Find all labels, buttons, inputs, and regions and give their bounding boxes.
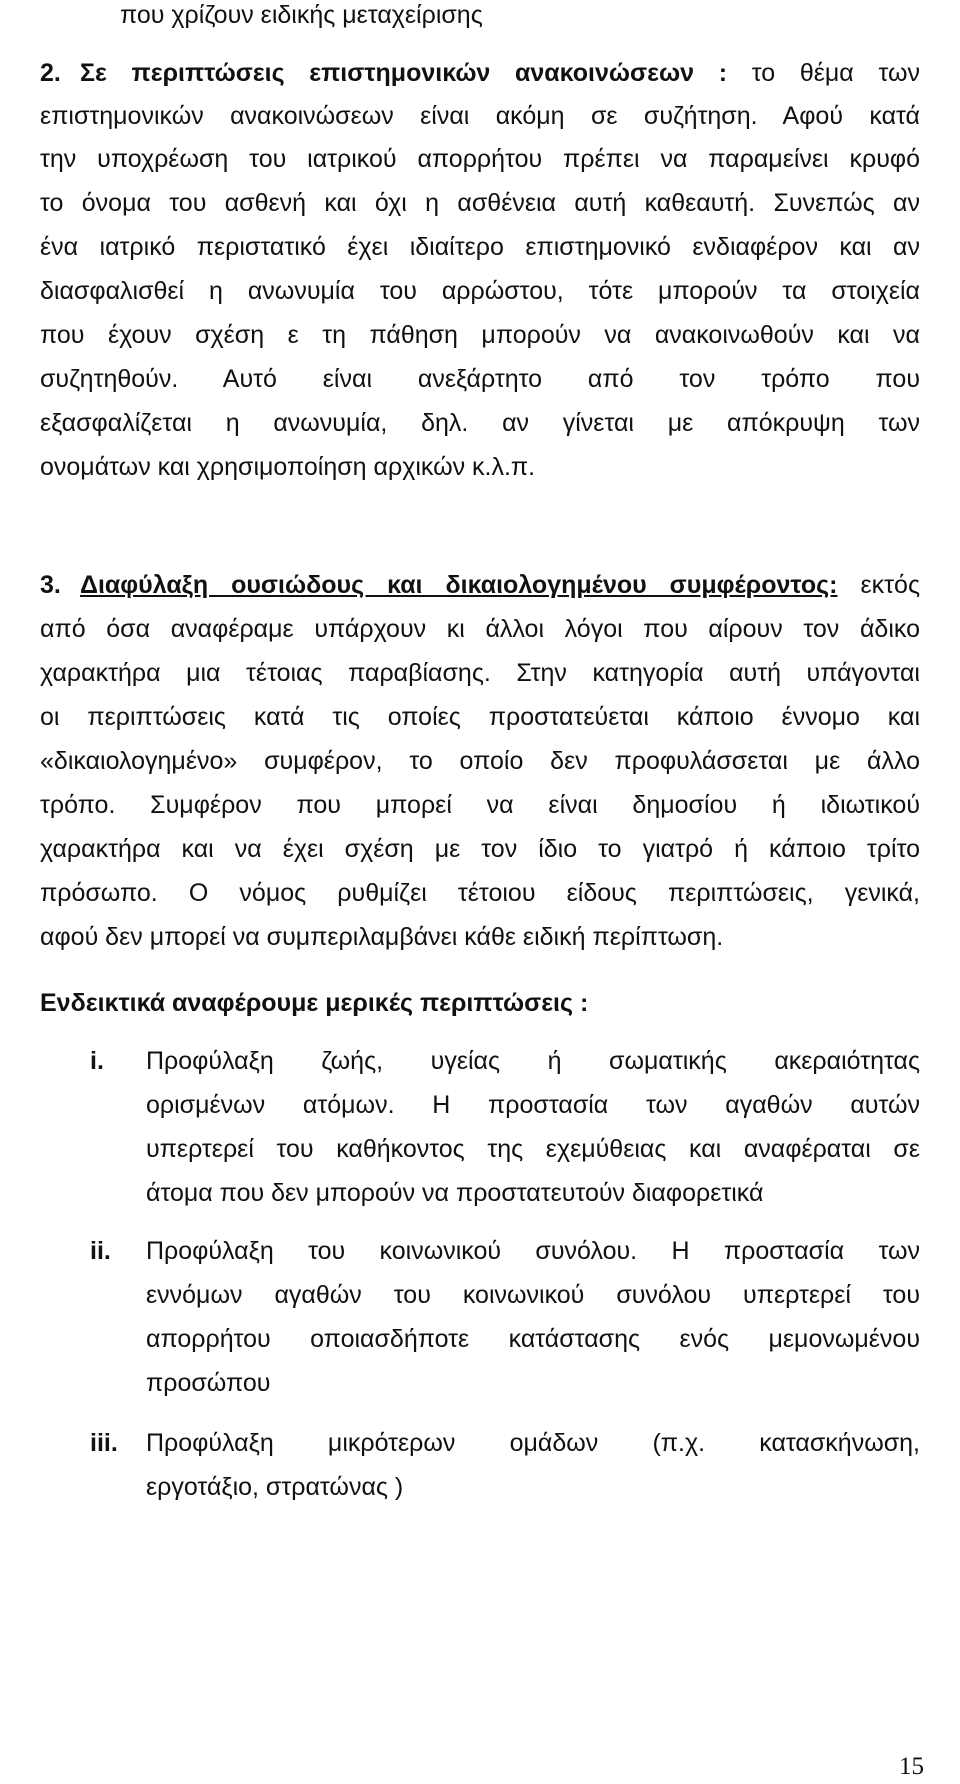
- section-2-line: επιστημονικών ανακοινώσεων είναι ακόμη σε συζήτηση. Αφού κατά: [40, 102, 920, 130]
- case-line: εργοτάξιο, στρατώνας ): [146, 1473, 404, 1501]
- section-2-line: ένα ιατρικό περιστατικό έχει ιδιαίτερο επιστημονικό ενδιαφέρον και αν: [40, 233, 920, 261]
- section-2-first-line-rest: το θέμα των: [751, 59, 920, 87]
- section-2-line: συζητηθούν. Αυτό είναι ανεξάρτητο από τον τρόπο που: [40, 365, 920, 393]
- case-marker: ii.: [90, 1237, 111, 1265]
- section-2-heading: Σε περιπτώσεις επιστημονικών ανακοινώσεων :: [80, 59, 728, 87]
- case-line: Προφύλαξη ζωής, υγείας ή σωματικής ακεραιότητας: [146, 1047, 920, 1075]
- section-3-line: πρόσωπο. Ο νόμος ρυθμίζει τέτοιου είδους περιπτώσεις, γενικά,: [40, 879, 920, 907]
- cases-heading: Ενδεικτικά αναφέρουμε μερικές περιπτώσεις :: [40, 989, 589, 1017]
- section-3-number: 3.: [40, 571, 61, 599]
- case-line: Προφύλαξη μικρότερων ομάδων (π.χ. κατασκήνωση,: [146, 1429, 920, 1457]
- section-3-line: αφού δεν μπορεί να συμπεριλαμβάνει κάθε ειδική περίπτωση.: [40, 923, 724, 951]
- case-line: προσώπου: [146, 1369, 271, 1397]
- section-2-first-line: [80, 58, 920, 88]
- section-3-first-line-rest: εκτός: [860, 571, 920, 599]
- case-marker: i.: [90, 1047, 104, 1075]
- section-3-line: «δικαιολογημένο» συμφέρον, το οποίο δεν προφυλάσσεται με άλλο: [40, 747, 920, 775]
- section-3-first-line: [80, 570, 920, 600]
- section-3-line: τρόπο. Συμφέρον που μπορεί να είναι δημοσίου ή ιδιωτικού: [40, 791, 920, 819]
- section-3-heading: Διαφύλαξη ουσιώδους και δικαιολογημένου συμφέροντος:: [80, 571, 838, 599]
- section-3-line: χαρακτήρα μια τέτοιας παραβίασης. Στην κατηγορία αυτή υπάγονται: [40, 659, 920, 687]
- case-line: υπερτερεί του καθήκοντος της εχεμύθειας και αναφέραται σε: [146, 1135, 920, 1163]
- continuation-line: που χρίζουν ειδικής μεταχείρισης: [120, 1, 483, 29]
- section-2-line: την υποχρέωση του ιατρικού απορρήτου πρέπει να παραμείνει κρυφό: [40, 145, 920, 173]
- section-2-line: που έχουν σχέση ε τη πάθηση μπορούν να ανακοινωθούν και να: [40, 321, 920, 349]
- section-2-line: ονομάτων και χρησιμοποίηση αρχικών κ.λ.π.: [40, 453, 536, 481]
- section-3-line: χαρακτήρα και να έχει σχέση με τον ίδιο το γιατρό ή κάποιο τρίτο: [40, 835, 920, 863]
- case-line: ορισμένων ατόμων. Η προστασία των αγαθών αυτών: [146, 1091, 920, 1119]
- section-2-line: εξασφαλίζεται η ανωνυμία, δηλ. αν γίνεται με απόκρυψη των: [40, 409, 920, 437]
- case-line: απορρήτου οποιασδήποτε κατάστασης ενός μεμονωμένου: [146, 1325, 920, 1353]
- section-2-line: το όνομα του ασθενή και όχι η ασθένεια αυτή καθεαυτή. Συνεπώς αν: [40, 189, 920, 217]
- section-3-line: από όσα αναφέραμε υπάρχουν κι άλλοι λόγοι που αίρουν τον άδικο: [40, 615, 920, 643]
- case-marker: iii.: [90, 1429, 118, 1457]
- section-2-number: 2.: [40, 59, 61, 87]
- case-line: άτομα που δεν μπορούν να προστατευτούν διαφορετικά: [146, 1179, 764, 1207]
- section-2-line: διασφαλισθεί η ανωνυμία του αρρώστου, τότε μπορούν τα στοιχεία: [40, 277, 920, 305]
- case-line: εννόμων αγαθών του κοινωνικού συνόλου υπερτερεί του: [146, 1281, 920, 1309]
- section-3-line: οι περιπτώσεις κατά τις οποίες προστατεύεται κάποιο έννομο και: [40, 703, 920, 731]
- page-number: 15: [899, 1753, 924, 1780]
- case-line: Προφύλαξη του κοινωνικού συνόλου. Η προστασία των: [146, 1237, 920, 1265]
